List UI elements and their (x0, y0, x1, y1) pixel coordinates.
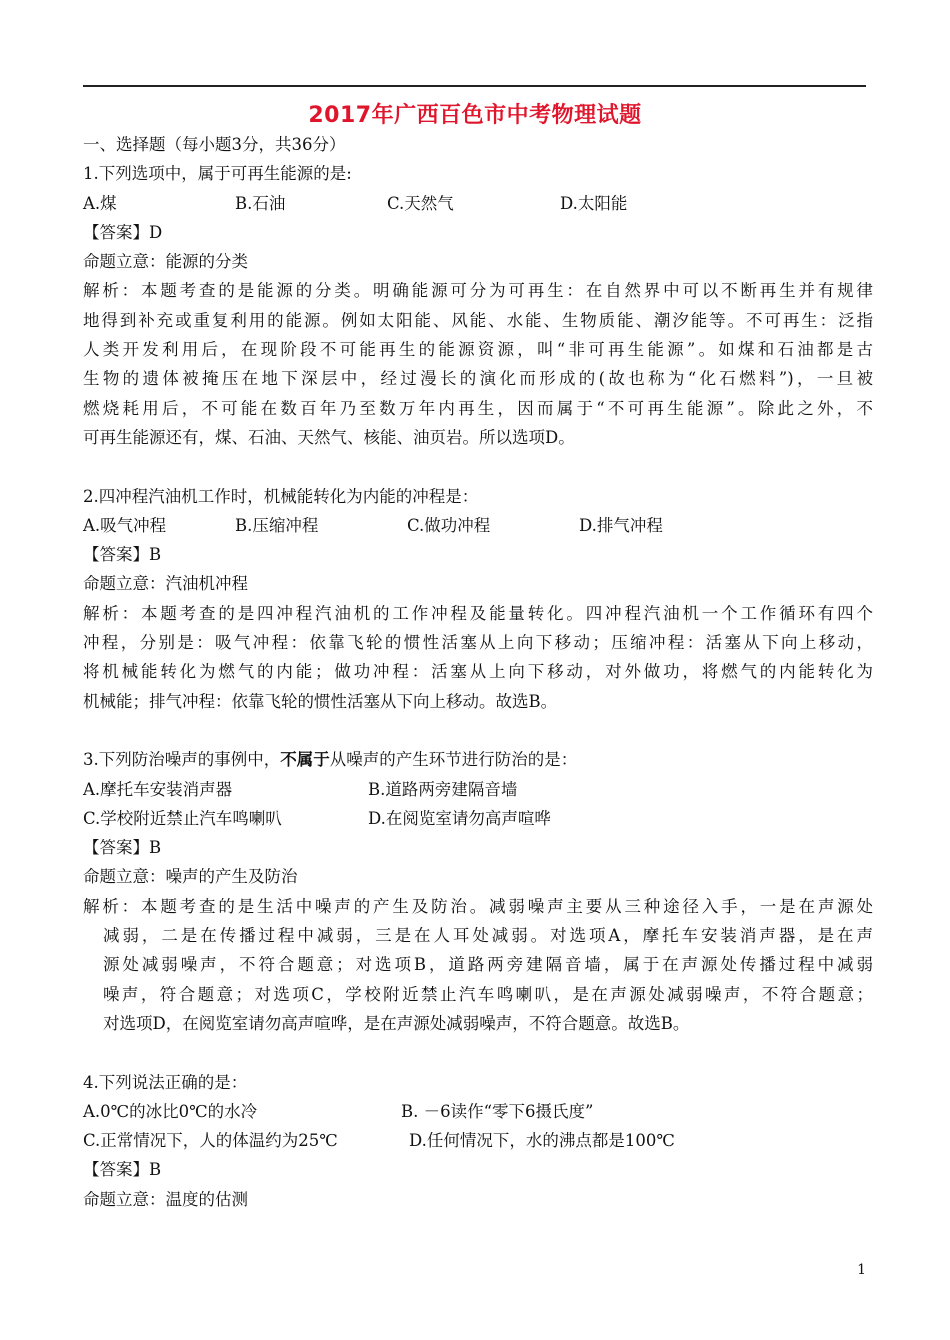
question-2-topic: 命题立意：汽油机冲程 (83, 574, 248, 594)
question-3-stem: 3.下列防治噪声的事例中，不属于从噪声的产生环节进行防治的是： (83, 750, 578, 770)
option-c: C.做功冲程 (407, 515, 491, 535)
document-body (83, 130, 873, 1214)
option-a: A.吸气冲程 (83, 515, 167, 535)
page-title: 2017年广西百色市中考物理试题 (308, 103, 642, 128)
analysis-line: 人类开发利用后，在现阶段不可能再生的能源资源，叫“非可再生能源”。如煤和石油都是古 (83, 340, 873, 360)
analysis-line: 解析：本题考查的是生活中噪声的产生及防治。减弱噪声主要从三种途径入手，一是在声源处 (83, 896, 873, 916)
question-4-topic: 命题立意：温度的估测 (83, 1189, 248, 1209)
page-number: 1 (857, 1262, 866, 1278)
question-4-options-row-1 (83, 1097, 873, 1126)
option-c: C.天然气 (387, 193, 454, 213)
question-3-topic: 命题立意：噪声的产生及防治 (83, 867, 298, 887)
section-heading: 一、选择题（每小题3分，共36分） (83, 135, 346, 154)
analysis-line: 可再生能源还有，煤、石油、天然气、核能、油页岩。所以选项D。 (83, 427, 575, 447)
option-b: B. －6读作“零下6摄氏度” (401, 1101, 594, 1121)
question-2-answer: 【答案】B (83, 545, 162, 565)
analysis-line: 冲程，分别是：吸气冲程：依靠飞轮的惯性活塞从上向下移动；压缩冲程：活塞从下向上移动， (83, 633, 873, 653)
option-c: C.正常情况下，人的体温约为25℃ (83, 1131, 338, 1151)
option-c: C.学校附近禁止汽车鸣喇叭 (83, 808, 282, 828)
option-a: A.煤 (83, 193, 117, 213)
option-d: D.在阅览室请勿高声喧哗 (368, 808, 551, 828)
question-2-analysis (83, 599, 873, 716)
question-1-answer: 【答案】D (83, 222, 163, 242)
question-3-analysis (83, 892, 873, 1038)
analysis-line: 生物的遗体被掩压在地下深层中，经过漫长的演化而形成的(故也称为“化石燃料”)，一旦被 (83, 369, 873, 389)
question-2-stem: 2.四冲程汽油机工作时，机械能转化为内能的冲程是： (83, 486, 479, 506)
question-3-answer: 【答案】B (83, 838, 162, 858)
emphasis-not: 不属于 (280, 750, 330, 770)
question-4-answer: 【答案】B (83, 1160, 162, 1180)
question-3-options-row-2 (83, 804, 873, 833)
analysis-line: 噪声，符合题意；对选项C，学校附近禁止汽车鸣喇叭，是在声源处减弱噪声，不符合题意； (103, 984, 873, 1004)
analysis-line: 减弱，二是在传播过程中减弱，三是在人耳处减弱。对选项A，摩托车安装消声器，是在声 (103, 926, 873, 946)
option-a: A.0℃的冰比0℃的水冷 (83, 1101, 258, 1121)
option-a: A.摩托车安装消声器 (83, 779, 233, 799)
question-2-options (83, 511, 873, 540)
analysis-line: 机械能；排气冲程：依靠飞轮的惯性活塞从下向上移动。故选B。 (83, 691, 558, 711)
analysis-line: 将机械能转化为燃气的内能；做功冲程：活塞从上向下移动，对外做功，将燃气的内能转化为 (83, 662, 873, 682)
question-3-options-row-1 (83, 775, 873, 804)
question-4-stem: 4.下列说法正确的是： (83, 1072, 248, 1092)
option-d: D.排气冲程 (579, 515, 663, 535)
option-b: B.压缩冲程 (235, 515, 319, 535)
analysis-line: 源处减弱噪声，不符合题意；对选项B，道路两旁建隔音墙，属于在声源处传播过程中减弱 (103, 955, 873, 975)
question-1-topic: 命题立意：能源的分类 (83, 252, 248, 272)
option-b: B.石油 (235, 193, 286, 213)
analysis-line: 对选项D，在阅览室请勿高声喧哗，是在声源处减弱噪声，不符合题意。故选B。 (103, 1013, 690, 1033)
analysis-line: 解析：本题考查的是能源的分类。明确能源可分为可再生：在自然界中可以不断再生并有规律 (83, 281, 873, 301)
option-d: D.太阳能 (560, 193, 628, 213)
option-d: D.任何情况下，水的沸点都是100℃ (409, 1131, 675, 1151)
question-1-options (83, 189, 873, 218)
analysis-line: 燃烧耗用后，不可能在数百年乃至数万年内再生，因而属于“不可再生能源”。除此之外，不 (83, 398, 873, 418)
analysis-line: 地得到补充或重复利用的能源。例如太阳能、风能、水能、生物质能、潮汐能等。不可再生：泛指 (83, 310, 873, 330)
header-rule (83, 85, 866, 87)
question-1-stem: 1.下列选项中，属于可再生能源的是: (83, 164, 352, 184)
option-b: B.道路两旁建隔音墙 (368, 779, 518, 799)
question-1-analysis (83, 276, 873, 452)
analysis-line: 解析：本题考查的是四冲程汽油机的工作冲程及能量转化。四冲程汽油机一个工作循环有四个 (83, 603, 873, 623)
question-4-options-row-2 (83, 1126, 873, 1155)
